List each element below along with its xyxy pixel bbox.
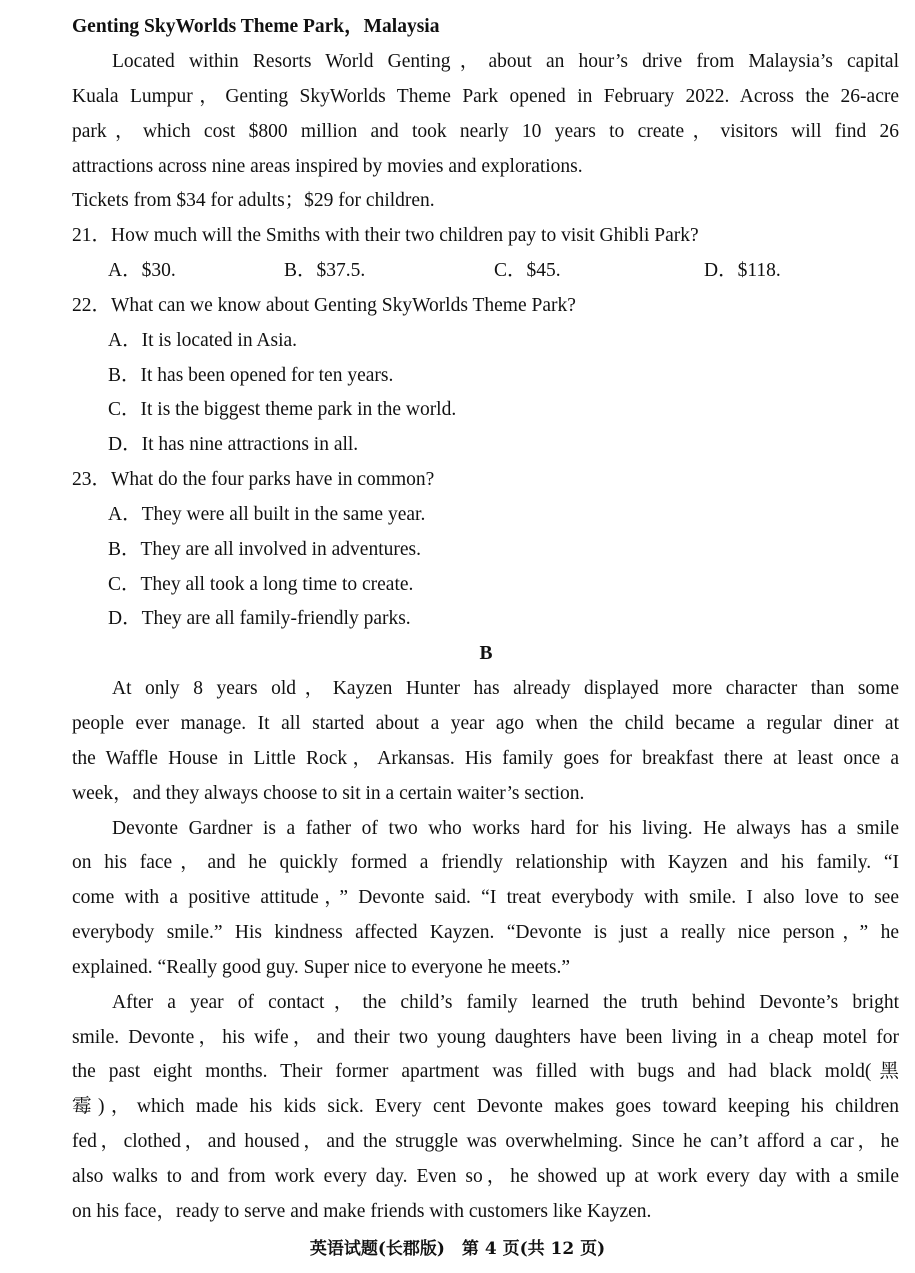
- paragraph-line: Located within Resorts World Genting，about an hour’s drive from Malaysia’s capital: [112, 51, 899, 72]
- paragraph-line: the Waffle House in Little Rock，Arkansas. His family goes for breakfast there at least once a: [72, 748, 899, 769]
- paragraph-line: smile. Devonte，his wife，and their two young daughters have been living in a cheap motel for: [72, 1027, 899, 1048]
- passage-heading: Genting SkyWorlds Theme Park，Malaysia: [72, 16, 440, 37]
- paragraph-line: park，which cost $800 million and took nearly 10 years to create，visitors will find 26: [72, 121, 899, 142]
- option-c: C．It is the biggest theme park in the world.: [108, 399, 457, 420]
- question-stem: 23．What do the four parks have in common?: [72, 469, 435, 490]
- paragraph-line: also walks to and from work every day. Even so，he showed up at work every day with a smile: [72, 1166, 899, 1187]
- option-c: C．They all took a long time to create.: [108, 574, 414, 595]
- option-d: D．$118.: [704, 260, 781, 281]
- option-c: C．$45.: [494, 260, 561, 281]
- tickets-line: Tickets from $34 for adults；$29 for children.: [72, 190, 435, 211]
- section-label: B: [479, 643, 493, 664]
- paragraph-line: week，and they always choose to sit in a certain waiter’s section.: [72, 783, 585, 804]
- paragraph-line: Kuala Lumpur，Genting SkyWorlds Theme Park opened in February 2022. Across the 26-acre: [72, 86, 899, 107]
- paragraph-line: on his face，ready to serve and make friends with customers like Kayzen.: [72, 1201, 652, 1222]
- option-d: D．It has nine attractions in all.: [108, 434, 359, 455]
- paragraph-line: Devonte Gardner is a father of two who works hard for his living. He always has a smile: [112, 818, 899, 839]
- paragraph-line: people ever manage. It all started about a year ago when the child became a regular diner at: [72, 713, 899, 734]
- paragraph-line: everybody smile.” His kindness affected Kayzen. “Devonte is just a really nice person，” he: [72, 922, 899, 943]
- paragraph-line: on his face，and he quickly formed a friendly relationship with Kayzen and his family. “I: [72, 852, 899, 873]
- paragraph-line: At only 8 years old，Kayzen Hunter has already displayed more character than some: [112, 678, 899, 699]
- option-b: B．They are all involved in adventures.: [108, 539, 421, 560]
- paragraph-line: 霉)，which made his kids sick. Every cent Devonte makes goes toward keeping his children: [72, 1096, 899, 1117]
- option-a: A．They were all built in the same year.: [108, 504, 426, 525]
- question-stem: 22．What can we know about Genting SkyWorlds Theme Park?: [72, 295, 576, 316]
- paragraph-line: explained. “Really good guy. Super nice to everyone he meets.”: [72, 957, 570, 978]
- paragraph-line: After a year of contact，the child’s family learned the truth behind Devonte’s bright: [112, 992, 899, 1013]
- page-footer: 英语试题(长郡版) 第 4 页(共 12 页): [309, 1239, 606, 1259]
- question-stem: 21．How much will the Smiths with their two children pay to visit Ghibli Park?: [72, 225, 699, 246]
- option-a: A．$30.: [108, 260, 176, 281]
- paragraph-line: fed，clothed，and housed，and the struggle was overwhelming. Since he can’t afford a car，he: [72, 1131, 899, 1152]
- option-d: D．They are all family-friendly parks.: [108, 608, 411, 629]
- paragraph-line: attractions across nine areas inspired by movies and explorations.: [72, 156, 583, 177]
- paragraph-line: the past eight months. Their former apartment was filled with bugs and had black mold(黑: [72, 1061, 899, 1082]
- option-a: A．It is located in Asia.: [108, 330, 298, 351]
- option-b: B．It has been opened for ten years.: [108, 365, 394, 386]
- paragraph-line: come with a positive attitude，” Devonte said. “I treat everybody with smile. I also love to see: [72, 887, 899, 908]
- option-b: B．$37.5.: [284, 260, 366, 281]
